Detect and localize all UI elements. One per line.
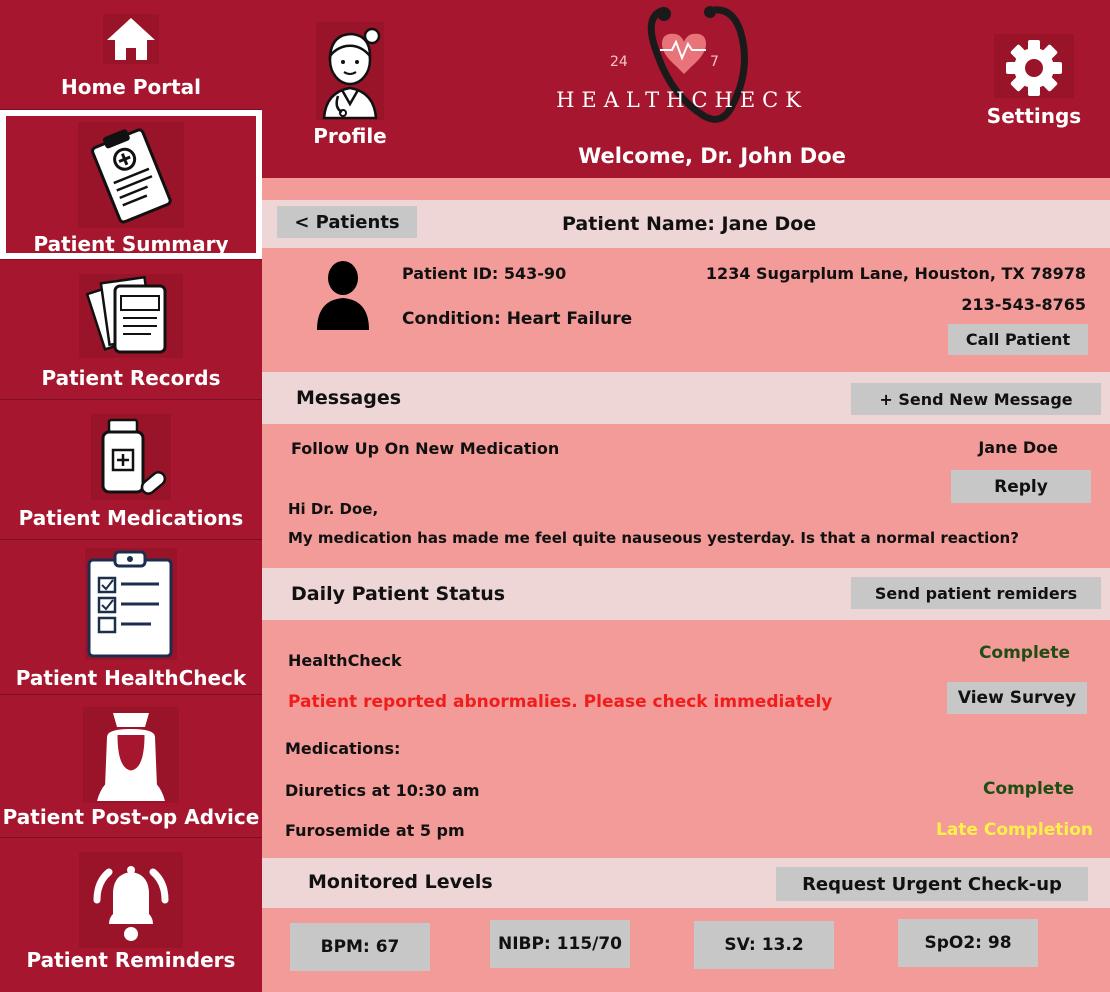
sidebar-item-patient-healthcheck[interactable] [0, 540, 262, 695]
sidebar-item-label: Home Portal [60, 75, 202, 99]
healthcheck-status: Complete [978, 643, 1070, 663]
logo-number-7: 7 [710, 54, 719, 70]
monitored-levels-title: Monitored Levels [308, 871, 493, 893]
sidebar-item-patient-post-op-advice[interactable] [0, 695, 262, 838]
monitored-levels-bar [262, 858, 1110, 908]
daily-status-title: Daily Patient Status [291, 583, 506, 605]
records-icon [79, 274, 183, 358]
sidebar [0, 0, 262, 992]
sidebar-item-patient-summary[interactable] [0, 110, 262, 260]
sidebar-item-label: Patient Post-op Advice [2, 805, 260, 829]
sidebar-item-home-portal[interactable] [0, 0, 262, 110]
message-body: My medication has made me feel quite nauseous yesterday. Is that a normal reaction? [288, 529, 1019, 547]
sidebar-item-label: Patient Summary [33, 232, 229, 256]
spo2-reading: SpO2: 98 [898, 919, 1038, 967]
healthcheck-label: HealthCheck [288, 651, 402, 670]
bpm-reading: BPM: 67 [290, 923, 430, 971]
back-to-patients-button[interactable]: < Patients [277, 206, 417, 238]
home-icon [103, 14, 159, 64]
patient-address: 1234 Sugarplum Lane, Houston, TX 78978 [705, 264, 1086, 283]
message-greeting: Hi Dr. Doe, [288, 500, 379, 518]
patient-name: Patient Name: Jane Doe [562, 213, 817, 235]
patient-condition: Condition: Heart Failure [402, 309, 633, 329]
sidebar-item-label: Patient Reminders [26, 948, 236, 972]
nurse-icon [83, 707, 179, 803]
sidebar-item-label: Patient HealthCheck [15, 666, 247, 690]
patient-id: Patient ID: 543-90 [402, 264, 567, 283]
sidebar-item-label: Patient Medications [18, 506, 244, 530]
healthcheck-logo [552, 6, 812, 128]
welcome-message: Welcome, Dr. John Doe [578, 144, 846, 168]
call-patient-button[interactable]: Call Patient [948, 324, 1088, 355]
bell-icon [79, 852, 183, 948]
nibp-reading: NIBP: 115/70 [490, 920, 630, 968]
sidebar-item-patient-records[interactable] [0, 260, 262, 400]
medication-1: Diuretics at 10:30 am [285, 781, 480, 800]
sidebar-item-label: Patient Records [41, 366, 221, 390]
request-urgent-checkup-button[interactable]: Request Urgent Check-up [776, 867, 1088, 901]
gear-icon [994, 34, 1074, 98]
medication-2: Furosemide at 5 pm [285, 821, 465, 840]
view-survey-button[interactable]: View Survey [947, 682, 1087, 714]
medication-2-status: Late Completion [935, 820, 1093, 840]
medicine-bottle-icon [91, 414, 171, 500]
logo-text: HEALTHCHECK [556, 88, 808, 112]
doctor-avatar-icon [316, 22, 384, 120]
checklist-icon [85, 548, 177, 660]
message-subject: Follow Up On New Medication [291, 439, 560, 458]
messages-bar [262, 372, 1110, 424]
send-new-message-button[interactable]: + Send New Message [851, 383, 1101, 415]
clipboard-medical-icon [78, 122, 184, 228]
patient-name-bar [262, 200, 1110, 248]
sidebar-item-patient-medications[interactable] [0, 400, 262, 540]
medication-1-status: Complete [982, 779, 1074, 799]
sv-reading: SV: 13.2 [694, 921, 834, 969]
sidebar-item-patient-reminders[interactable] [0, 838, 262, 992]
header [262, 0, 1110, 178]
messages-title: Messages [296, 387, 402, 409]
logo-number-24: 24 [610, 54, 628, 70]
settings-label: Settings [986, 104, 1082, 128]
settings-button[interactable] [984, 34, 1084, 134]
medications-label: Medications: [285, 739, 401, 758]
send-reminders-button[interactable]: Send patient remiders [851, 577, 1101, 609]
profile-button[interactable] [312, 20, 387, 152]
abnormality-alert: Patient reported abnormalies. Please check immediately [288, 692, 833, 712]
patient-avatar-icon [315, 260, 371, 330]
daily-status-bar [262, 568, 1110, 620]
patient-phone: 213-543-8765 [961, 295, 1086, 314]
reply-button[interactable]: Reply [951, 470, 1091, 503]
profile-label: Profile [313, 124, 387, 148]
message-sender: Jane Doe [978, 438, 1058, 457]
